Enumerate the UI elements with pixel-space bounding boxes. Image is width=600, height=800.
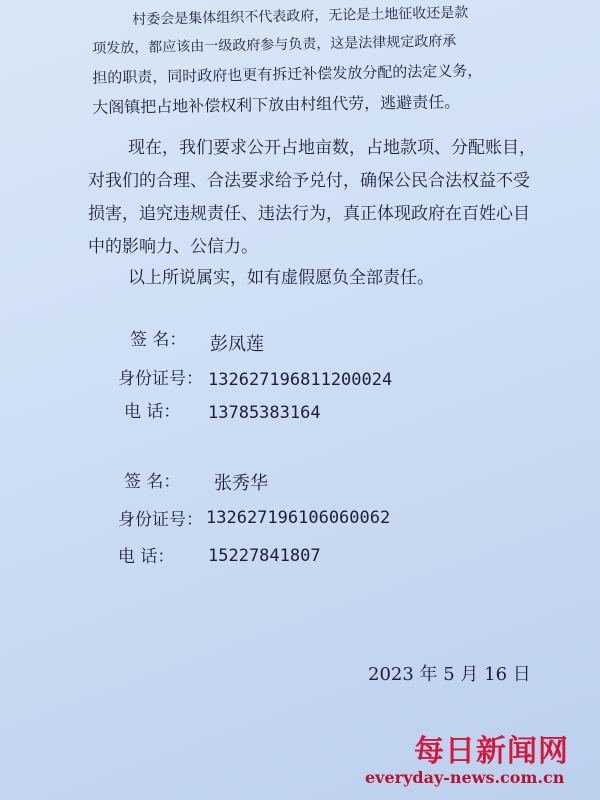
id-label: 身份证号：	[118, 369, 203, 389]
paragraph-line: 村委会是集体组织不代表政府，无论是土地征收还是款	[132, 4, 469, 28]
signer-name: 彭凤莲	[210, 334, 264, 355]
phone-number: 13785383164	[208, 403, 321, 423]
phone-number: 15227841807	[208, 546, 321, 566]
signer-name: 张秀华	[214, 473, 268, 494]
watermark-url: everyday-news.com.cn	[365, 768, 565, 787]
phone-label: 电 话：	[118, 547, 175, 567]
paragraph-line: 中的影响力、公信力。	[88, 237, 258, 257]
paragraph-line: 对我们的合理、合法要求给予兑付，确保公民合法权益不受	[88, 171, 530, 191]
id-number: 132627196811200024	[208, 370, 393, 390]
id-number: 132627196106060062	[206, 508, 391, 528]
watermark-brand: 每日新闻网	[414, 734, 569, 769]
paragraph-line: 大阁镇把占地补偿权利下放由村组代劳，逃避责任。	[92, 92, 461, 117]
paragraph-line: 项发放，都应该由一级政府参与负责，这是法律规定政府承	[92, 33, 457, 57]
sign-label: 签 名：	[124, 472, 181, 492]
paragraph-line: 损害，追究违规责任、违法行为，真正体现政府在百姓心目	[88, 204, 530, 224]
document-date: 2023 年 5 月 16 日	[368, 664, 531, 685]
paragraph-line: 以上所说属实，如有虚假愿负全部责任。	[128, 268, 434, 288]
phone-label: 电 话：	[124, 402, 181, 422]
id-label: 身份证号：	[118, 510, 203, 530]
paragraph-line: 现在，我们要求公开占地亩数，占地款项、分配账目，	[128, 138, 536, 158]
sign-label: 签 名：	[130, 330, 187, 350]
paragraph-line: 担的职责，同时政府也更有拆迁补偿发放分配的法定义务，	[92, 61, 483, 87]
